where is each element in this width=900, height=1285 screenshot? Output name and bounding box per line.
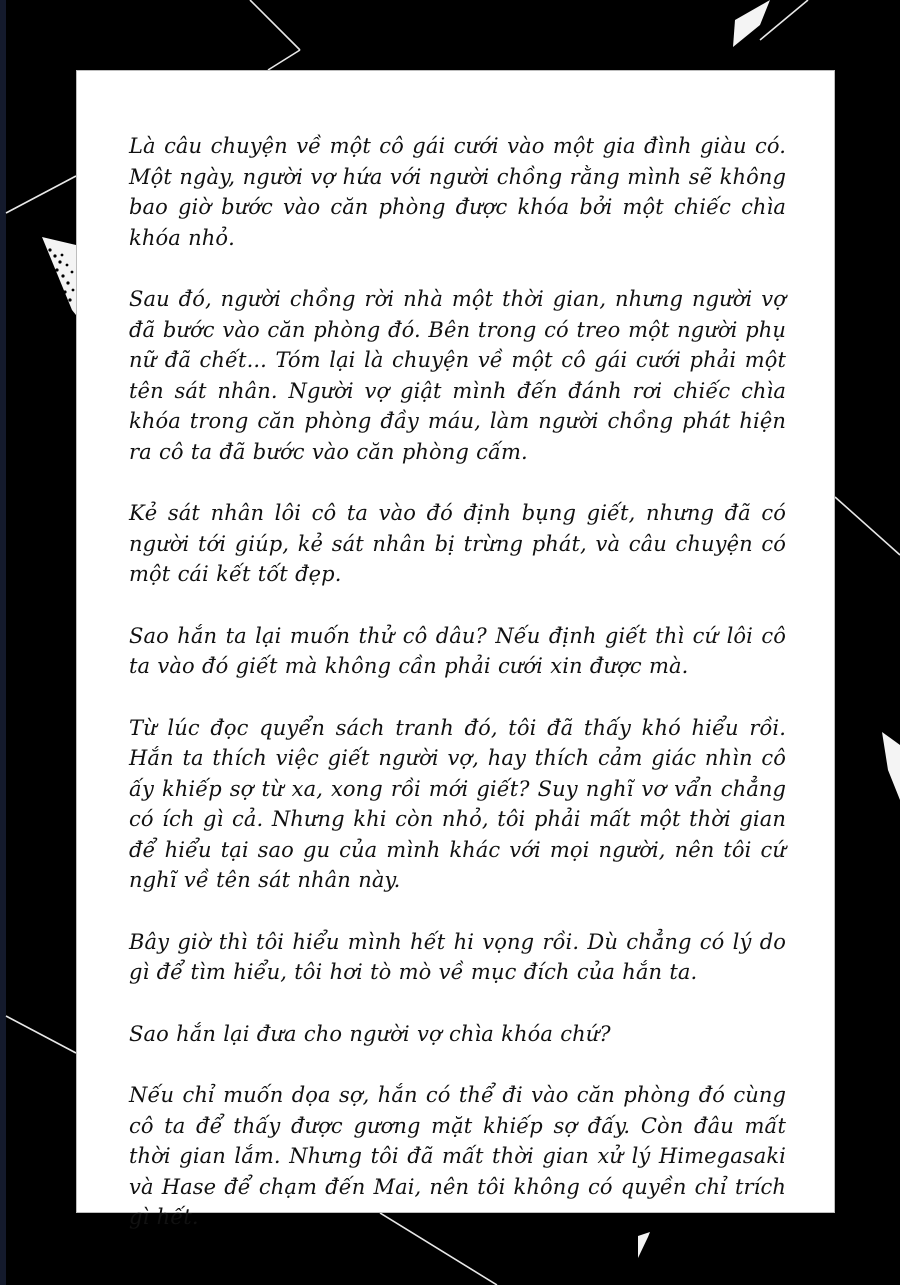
paragraph: Sao hắn lại đưa cho người vợ chìa khóa chứ?: [129, 1021, 611, 1046]
paragraph: Kẻ sát nhân lôi cô ta vào đó định bụng giết, nhưng đã có người tới giúp, kẻ sát nhân bị trừng phát, và câu chuyện có một cái kết tốt đẹp.: [129, 501, 786, 586]
paragraph: Bây giờ thì tôi hiểu mình hết hi vọng rồi. Dù chẳng có lý do gì để tìm hiểu, tôi hơi tò mò về mục đích của hắn ta.: [129, 929, 786, 984]
text-panel: [76, 70, 835, 1229]
paragraph: Sau đó, người chồng rời nhà một thời gian, nhưng người vợ đã bước vào căn phòng đó. Bên trong có treo một người phụ nữ đã chết... Tóm lại là chuyện về một cô gái cưới phải một tên sát nhân. Người vợ giật mình đến đánh rơi chiếc chìa khóa trong căn phòng đầy máu, làm người chồng phát hiện ra cô ta đã bước vào căn phòng cấm.: [129, 287, 786, 464]
paragraph: Là câu chuyện về một cô gái cưới vào một gia đình giàu có. Một ngày, người vợ hứa với người chồng rằng mình sẽ không bao giờ bước vào căn phòng được khóa bởi một chiếc chìa khóa nhỏ.: [129, 134, 786, 250]
paragraph: Nếu chỉ muốn dọa sợ, hắn có thể đi vào căn phòng đó cùng cô ta để thấy được gương mặt khiếp sợ đấy. Còn đâu mất thời gian lắm. Nhưng tôi đã mất thời gian xử lý Himegasaki và Hase để chạm đến Mai, nên tôi không có quyền chỉ trích gì hết.: [129, 1083, 786, 1229]
document-body: [129, 131, 786, 1264]
paragraph: Sao hắn ta lại muốn thử cô dâu? Nếu định giết thì cứ lôi cô ta vào đó giết mà không cần phải cưới xin được mà.: [129, 623, 786, 678]
paragraph: Từ lúc đọc quyển sách tranh đó, tôi đã thấy khó hiểu rồi. Hắn ta thích việc giết người vợ, hay thích cảm giác nhìn cô ấy khiếp sợ từ xa, xong rồi mới giết? Suy nghĩ vơ vẩn chẳng có ích gì cả. Nhưng khi còn nhỏ, tôi phải mất một thời gian để hiểu tại sao gu của mình khác với mọi người, nên tôi cứ nghĩ về tên sát nhân này.: [129, 715, 786, 892]
